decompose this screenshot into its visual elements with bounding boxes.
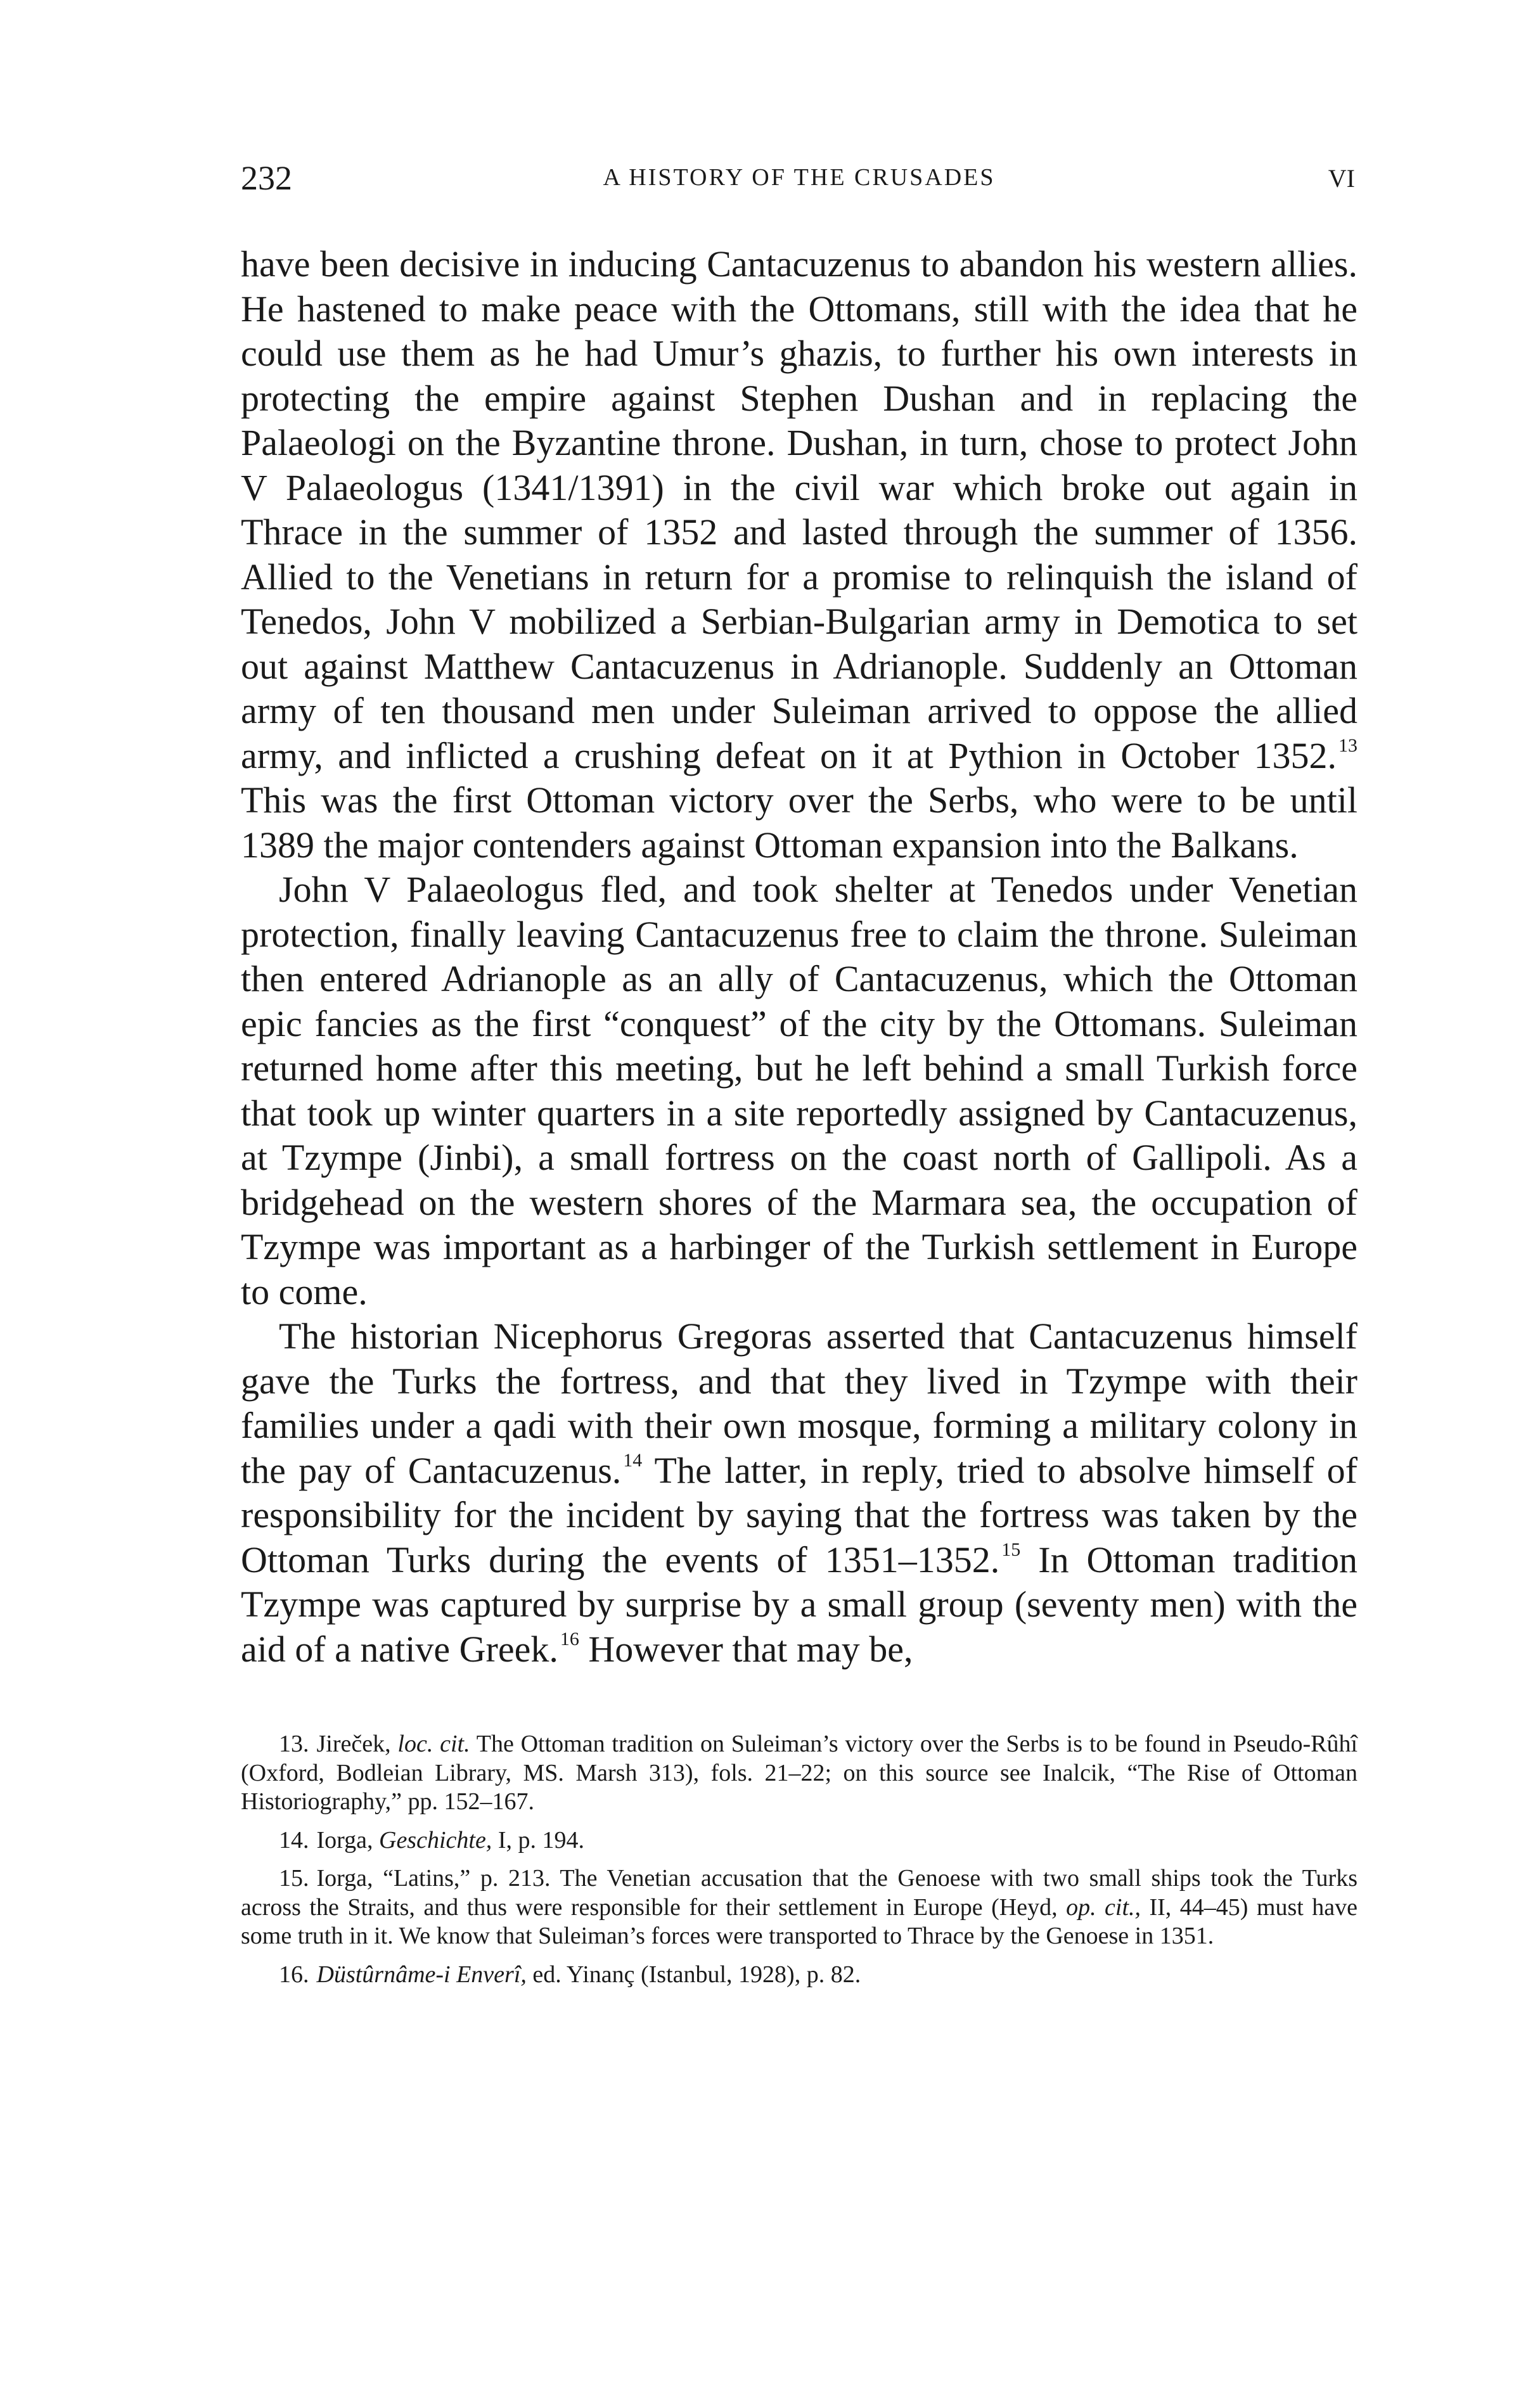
footnote-ref-13: 13 (1338, 734, 1357, 756)
footnote-number: 15. (279, 1865, 309, 1892)
italic-run: Geschichte, (379, 1826, 492, 1854)
text-run: I, p. 194. (492, 1826, 584, 1854)
footnote-16 (241, 1961, 1357, 1990)
footnote-number: 14. (279, 1826, 309, 1854)
text-run: have been decisive in inducing Cantacuzenus to abandon his western allies. He hastened to make peace with the Ottomans, still with the idea that he could use them as he had Umur’s ghazis, to further his own interests in protecting the empire against Stephen Dushan and in replacing the Palaeologi on the Byzantine throne. Dushan, in turn, chose to protect John V Palaeologus (1341/1391) in the civil war which broke out again in Thrace in the summer of 1352 and lasted through the summer of 1356. Allied to the Venetians in return for a promise to relinquish the island of Tenedos, John V mobilized a Serbian-Bulgarian army in Demotica to set out against Matthew Cantacuzenus in Adrianople. Suddenly an Ottoman army of ten thousand men under Suleiman arrived to oppose the allied army, and inflicted a crushing defeat on it at Pythion in October 1352. (241, 243, 1357, 776)
italic-run: Düstûrnâme-i Enverî, (316, 1961, 527, 1988)
text-run: However that may be, (579, 1628, 913, 1670)
text-run: In Ottoman tradition Tzympe was captured by surprise by a small group (seventy men) with the aid of a native Greek. (241, 1539, 1357, 1670)
text-run: ed. Yinanç (Istanbul, 1928), p. 82. (526, 1961, 861, 1988)
book-title: A HISTORY OF THE CRUSADES (603, 164, 996, 191)
text-run: Iorga, “Latins,” p. 213. The Venetian accusation that the Genoese with two small ships took the Turks across the Straits, and thus were responsible for their settlement in Europe (Heyd, (241, 1865, 1357, 1921)
paragraph-1 (241, 242, 1357, 868)
text-run: Iorga, (316, 1826, 379, 1854)
italic-run: op. cit., (1066, 1893, 1141, 1921)
text-run: The historian Nicephorus Gregoras asserted that Cantacuzenus himself gave the Turks the fortress, and that they lived in Tzympe with their families under a qadi with their own mosque, forming a military colony in the pay of Cantacuzenus. (241, 1316, 1357, 1491)
footnotes (241, 1730, 1357, 1989)
paragraph-3 (241, 1314, 1357, 1672)
paragraph-2 (241, 868, 1357, 1314)
part-number: VI (1328, 164, 1355, 193)
text-run: This was the first Ottoman victory over the Serbs, who were to be until 1389 the major contenders against Ottoman expansion into the Balkans. (241, 779, 1357, 866)
text-run: The latter, in reply, tried to absolve himself of responsibility for the incident by saying that the fortress was taken by the Ottoman Turks during the events of 1351–1352. (241, 1449, 1357, 1580)
text-run: II, 44–45) must have some truth in it. We know that Suleiman’s forces were transported to Thrace by the Genoese in 1351. (241, 1893, 1357, 1949)
footnote-13 (241, 1730, 1357, 1817)
italic-run: loc. cit. (397, 1731, 470, 1757)
text-run: The Ottoman tradition on Suleiman’s victory over the Serbs is to be found in Pseudo-Rûhî (Oxford, Bodleian Library, MS. Marsh 313), fols. 21–22; on this source see Inalcik, “The Rise of Ottoman Historiography,” pp. 152–167. (241, 1731, 1358, 1815)
book-page (241, 152, 1357, 1999)
footnote-number: 16. (279, 1961, 309, 1988)
footnote-ref-14: 14 (623, 1449, 643, 1471)
footnote-ref-15: 15 (1001, 1539, 1021, 1560)
running-head (241, 152, 1357, 203)
body-text (241, 242, 1357, 1672)
page-number: 232 (241, 159, 292, 197)
footnote-15 (241, 1864, 1357, 1951)
footnote-ref-16: 16 (560, 1628, 579, 1649)
text-run: Jireček, (316, 1731, 398, 1757)
text-run: John V Palaeologus fled, and took shelter at Tenedos under Venetian protection, finally leaving Cantacuzenus free to claim the throne. Suleiman then entered Adrianople as an ally of Cantacuzenus, which the Ottoman epic fancies as the first “conquest” of the city by the Ottomans. Suleiman returned home after this meeting, but he left behind a small Turkish force that took up winter quarters in a site reportedly assigned by Cantacuzenus, at Tzympe (Jinbi), a small fortress on the coast north of Gallipoli. As a bridgehead on the western shores of the Marmara sea, the occupation of Tzympe was important as a harbinger of the Turkish settlement in Europe to come. (241, 869, 1357, 1312)
footnote-number: 13. (279, 1731, 309, 1757)
footnote-14 (241, 1826, 1357, 1855)
